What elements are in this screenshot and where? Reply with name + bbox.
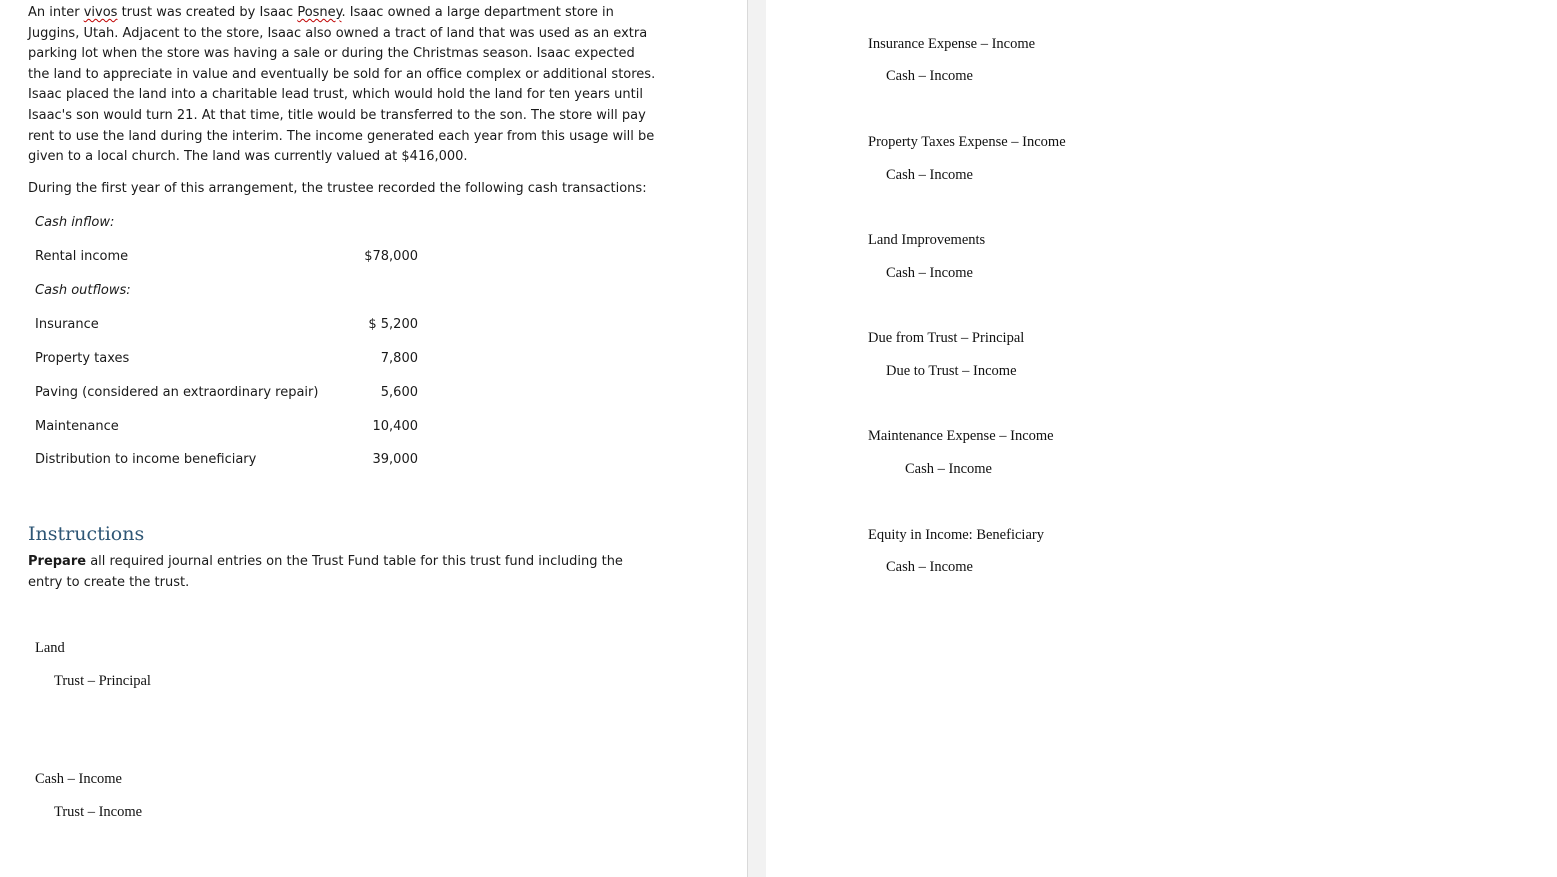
je-property-taxes-debit: Property Taxes Expense – Income	[868, 134, 1066, 150]
je-equity-in-income-debit: Equity in Income: Beneficiary	[868, 527, 1044, 543]
maintenance-label: Maintenance	[35, 419, 119, 434]
right-page	[766, 0, 1557, 877]
lead-sentence: During the first year of this arrangement, the trustee recorded the following cash transactions:	[28, 181, 647, 196]
je-land-improvements-debit: Land Improvements	[868, 232, 986, 248]
je-trust-income-credit: Trust – Income	[54, 804, 143, 820]
je-maintenance-expense-debit: Maintenance Expense – Income	[868, 428, 1054, 444]
intro-text-2: trust was created by Isaac	[117, 5, 298, 20]
paving-amount: 5,600	[380, 385, 418, 400]
distribution-label: Distribution to income beneficiary	[35, 452, 257, 467]
je-cash-income-debit: Cash – Income	[35, 771, 122, 787]
instructions-heading: Instructions	[28, 523, 145, 545]
instructions-body: all required journal entries on the Trust Fund table for this trust fund including the entry to create the trust.	[28, 554, 623, 590]
je-insurance-expense-debit: Insurance Expense – Income	[868, 36, 1036, 52]
instructions-bold: Prepare	[28, 554, 87, 569]
je-due-from-trust-debit: Due from Trust – Principal	[868, 330, 1025, 346]
insurance-amount: $ 5,200	[368, 317, 418, 332]
intro-text-1: An inter	[28, 5, 84, 20]
je-due-to-trust-credit: Due to Trust – Income	[886, 363, 1017, 379]
amount-column	[300, 0, 418, 877]
je-land-improvements-cash-credit: Cash – Income	[886, 265, 973, 281]
property-taxes-label: Property taxes	[35, 351, 130, 366]
rental-income-label: Rental income	[35, 249, 129, 264]
maintenance-amount: 10,400	[372, 419, 418, 434]
spellcheck-word-vivos[interactable]: vivos	[83, 5, 118, 20]
property-taxes-amount: 7,800	[380, 351, 418, 366]
instructions-text	[28, 551, 648, 593]
rental-income-amount: $78,000	[364, 249, 418, 264]
je-trust-principal-credit: Trust – Principal	[54, 673, 151, 689]
spellcheck-word-posney[interactable]: Posney	[297, 5, 342, 20]
je-equity-cash-credit: Cash – Income	[886, 559, 973, 575]
insurance-label: Insurance	[35, 317, 99, 332]
intro-text-3: . Isaac owned a large department store in Juggins, Utah. Adjacent to the store, Isaac also owned a tract of land that was used as an extra parking lot when the store was having a sale or during the Christmas season. Isaac expected the land to appreciate in value and eventually be sold for an office complex or additional stores. Isaac placed the land into a charitable lead trust, which would hold the land for ten years until Isaac's son would turn 21. At that time, title would be transferred to the son. The store will pay rent to use the land during the interim. The income generated each year from this usage will be given to a local church. The land was currently valued at $416,000.	[28, 5, 656, 165]
distribution-amount: 39,000	[372, 452, 418, 467]
page-gutter	[747, 0, 767, 877]
left-page	[0, 0, 746, 877]
paving-label: Paving (considered an extraordinary repair)	[35, 385, 319, 400]
cash-outflows-heading: Cash outflows:	[35, 283, 131, 298]
cash-inflow-heading: Cash inflow:	[35, 215, 115, 230]
je-insurance-cash-credit: Cash – Income	[886, 68, 973, 84]
je-land-debit: Land	[35, 640, 65, 656]
je-property-taxes-cash-credit: Cash – Income	[886, 167, 973, 183]
je-maintenance-cash-credit: Cash – Income	[905, 461, 992, 477]
